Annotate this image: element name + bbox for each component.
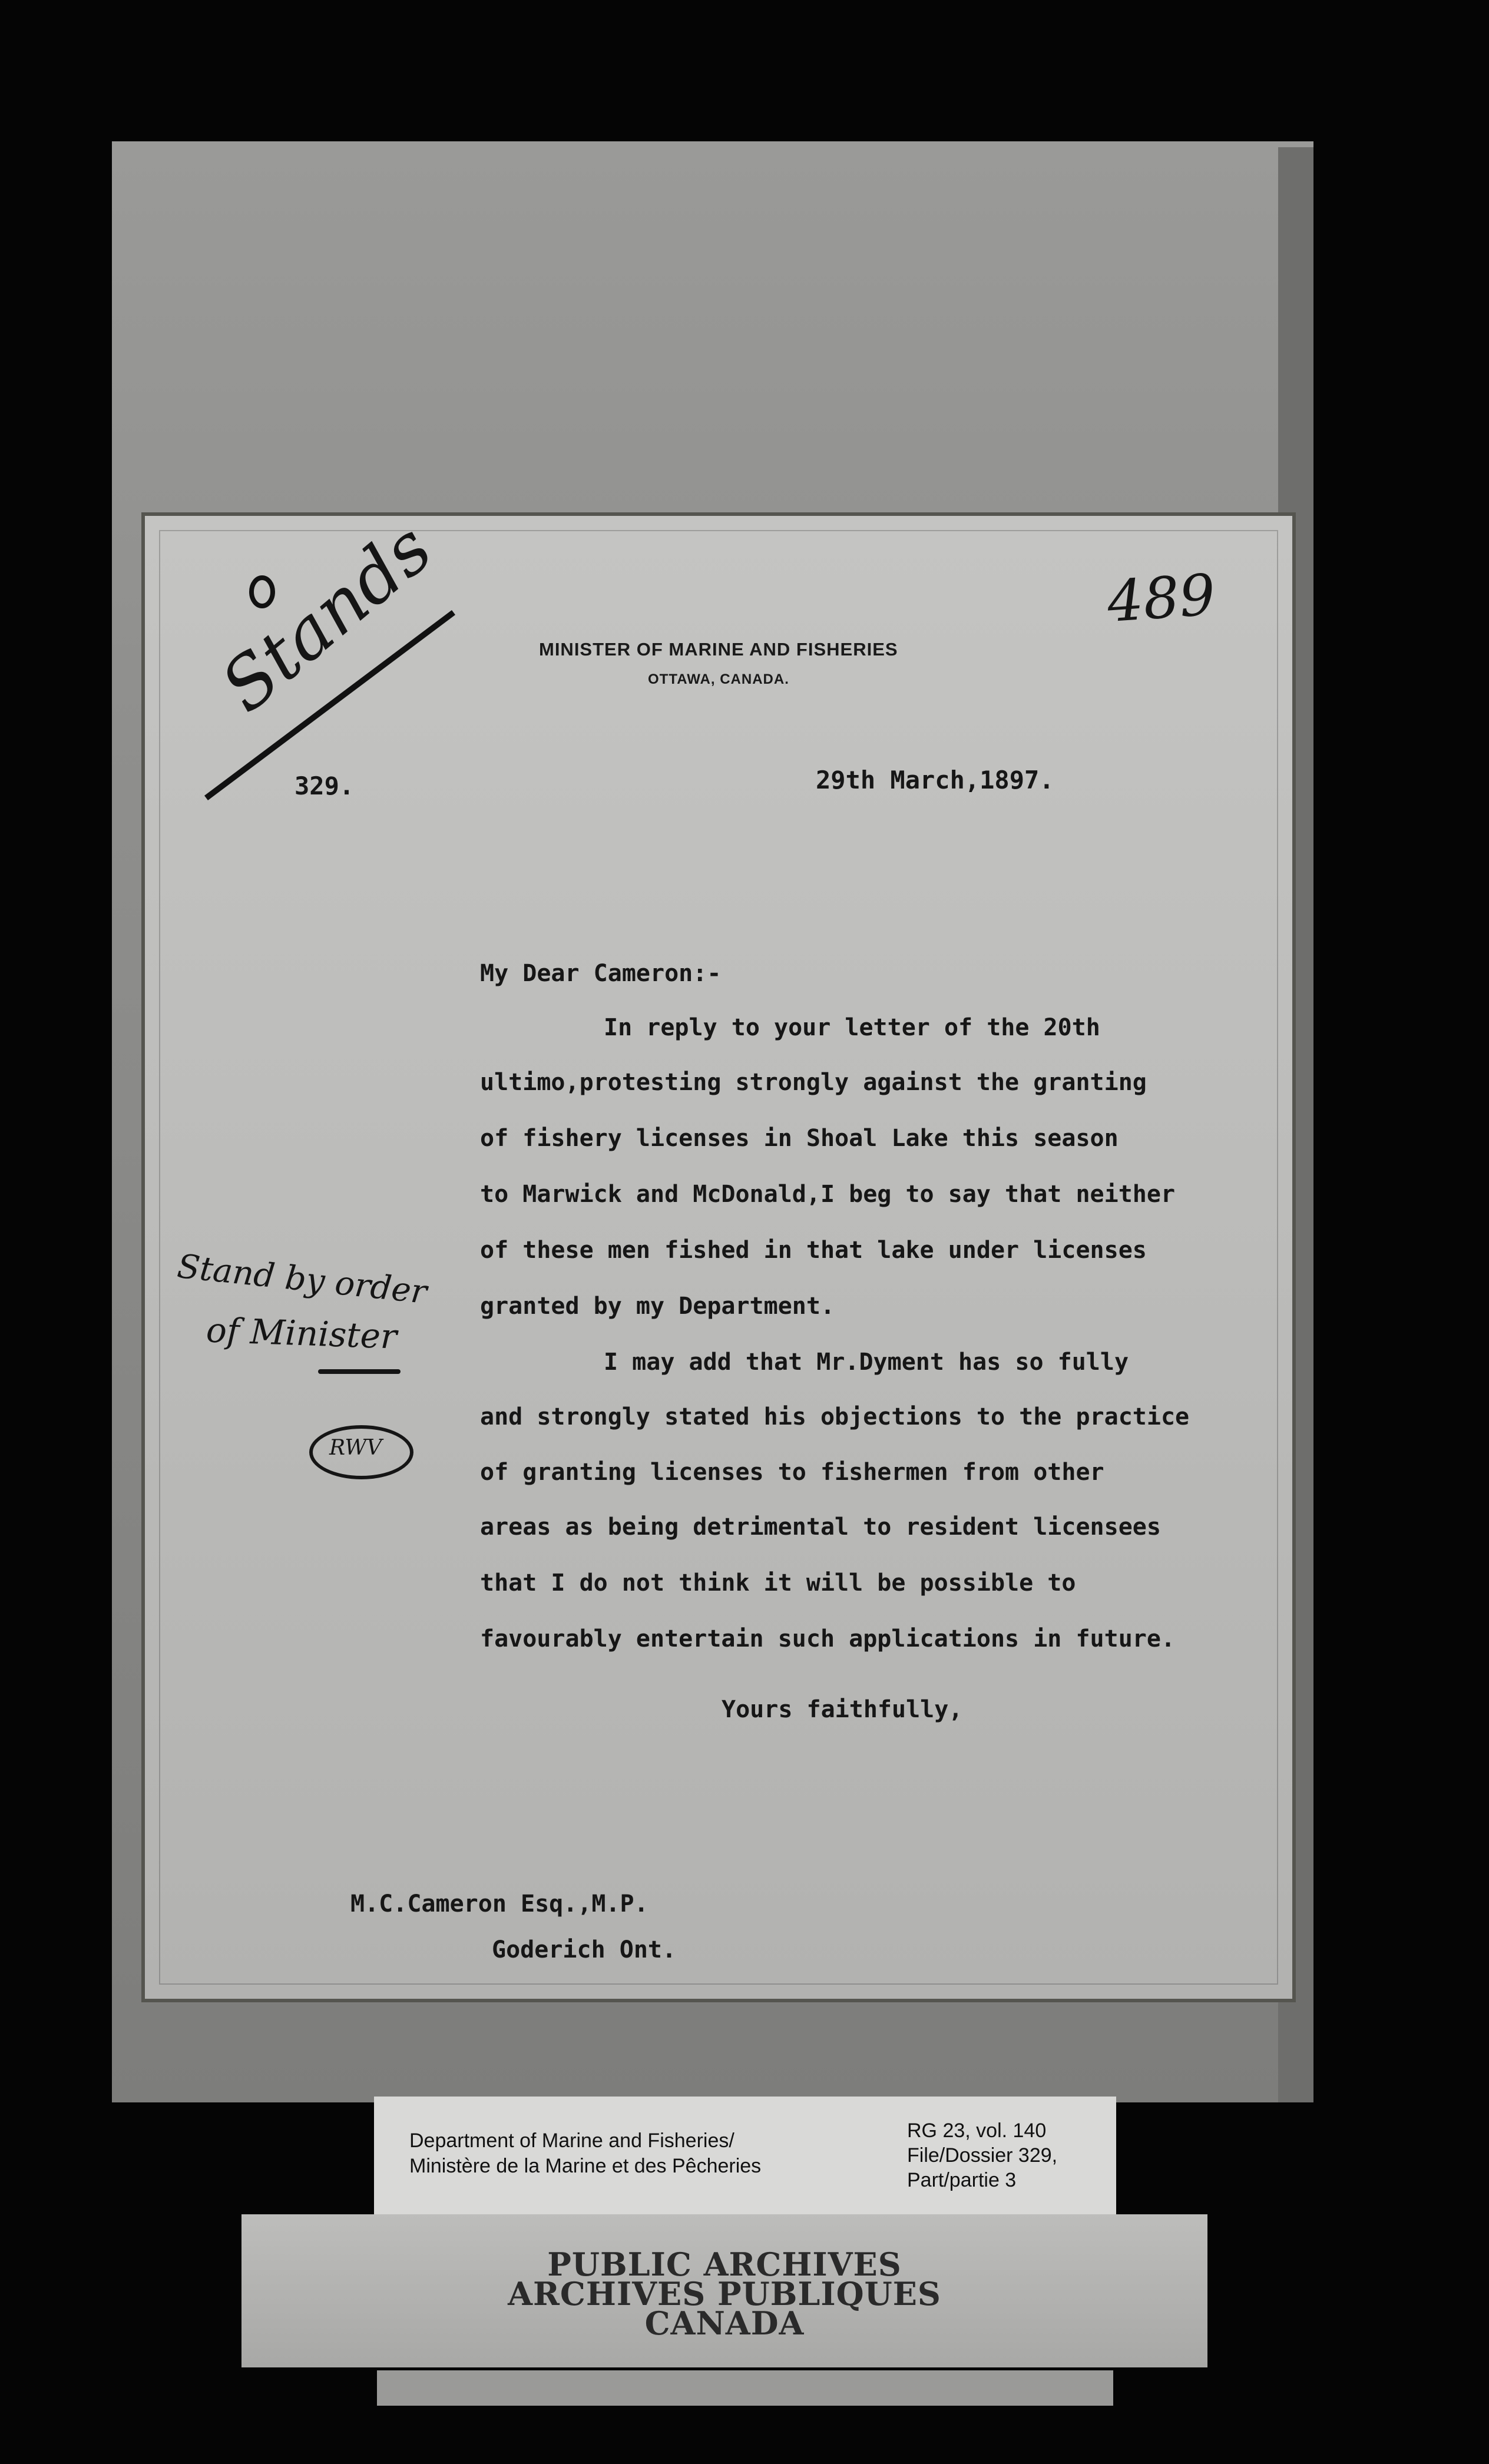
body-line: ultimo,protesting strongly against the granting bbox=[480, 1069, 1147, 1096]
letterhead-city: OTTAWA, CANADA. bbox=[648, 671, 789, 687]
stands-word: Stands bbox=[206, 507, 448, 728]
body-line: granted by my Department. bbox=[480, 1293, 835, 1320]
bottom-strip bbox=[377, 2370, 1113, 2406]
body-line: of these men fished in that lake under licenses bbox=[480, 1237, 1147, 1264]
archive-ref-line3: Part/partie 3 bbox=[907, 2169, 1017, 2191]
margin-note-underline bbox=[318, 1369, 401, 1374]
archive-dept-fr: Ministère de la Marine et des Pêcheries bbox=[409, 2155, 762, 2177]
archive-stamp-line2: ARCHIVES PUBLIQUES bbox=[508, 2275, 941, 2313]
archive-stamp-line1: PUBLIC ARCHIVES bbox=[547, 2246, 902, 2283]
closing: Yours faithfully, bbox=[722, 1696, 963, 1723]
archive-ref-line1: RG 23, vol. 140 bbox=[907, 2119, 1047, 2142]
letter-page bbox=[141, 507, 1296, 2002]
body-line: In reply to your letter of the 20th bbox=[604, 1014, 1100, 1041]
body-line: areas as being detrimental to resident licensees bbox=[480, 1513, 1161, 1541]
archive-stamp-line3: CANADA bbox=[644, 2304, 805, 2342]
body-line: to Marwick and McDonald,I beg to say that neither bbox=[480, 1181, 1176, 1208]
salutation: My Dear Cameron:- bbox=[480, 960, 722, 987]
addressee-place: Goderich Ont. bbox=[492, 1936, 677, 1963]
archive-stamp bbox=[241, 2214, 1207, 2367]
body-line: I may add that Mr.Dyment has so fully bbox=[604, 1349, 1129, 1376]
archive-dept-en: Department of Marine and Fisheries/ bbox=[409, 2129, 734, 2152]
stands-annotation bbox=[183, 507, 512, 807]
letterhead-title: MINISTER OF MARINE AND FISHERIES bbox=[539, 639, 898, 660]
file-number: 329. bbox=[295, 771, 355, 800]
archive-ref-line2: File/Dossier 329, bbox=[907, 2144, 1058, 2167]
page-number-annotation: 489 bbox=[1105, 561, 1217, 635]
margin-note-line2: of Minister bbox=[205, 1310, 398, 1357]
addressee-name: M.C.Cameron Esq.,M.P. bbox=[350, 1890, 648, 1917]
margin-note-line1: Stand by order bbox=[175, 1247, 429, 1312]
body-line: favourably entertain such applications in future. bbox=[480, 1625, 1176, 1652]
body-line: of granting licenses to fishermen from other bbox=[480, 1459, 1104, 1486]
body-line: that I do not think it will be possible to bbox=[480, 1569, 1076, 1597]
letter-date: 29th March,1897. bbox=[816, 766, 1054, 794]
initials: RWV bbox=[329, 1436, 382, 1460]
body-line: of fishery licenses in Shoal Lake this season bbox=[480, 1125, 1119, 1152]
body-line: and strongly stated his objections to the practice bbox=[480, 1403, 1190, 1430]
initials-circle bbox=[309, 1425, 413, 1479]
